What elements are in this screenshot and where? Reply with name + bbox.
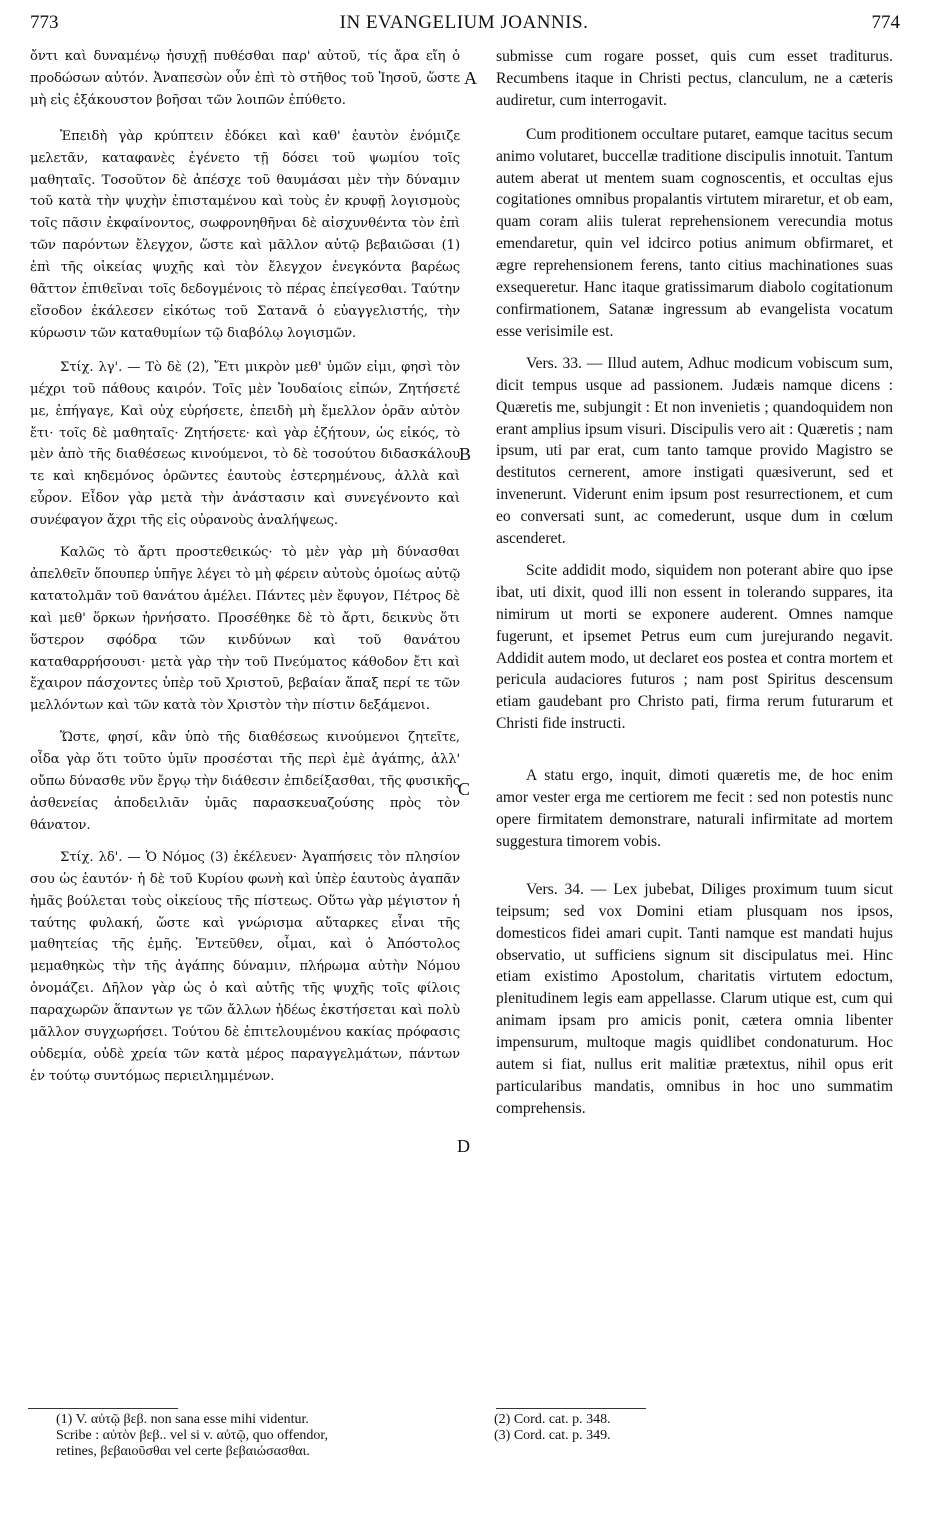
greek-column (30, 46, 460, 1088)
page-number-right: 774 (871, 12, 900, 33)
footnote-rule-left (28, 1408, 178, 1409)
latin-paragraph: Vers. 34. — Lex jubebat, Diliges proximum tuum sicut teipsum; sed vox Domini etiam plusquam nos ipsos, domesticos fidei amari cupit. Tanti namque est mandati hujus observatio, ut sufficiens signum sit discipulatus mei. Hinc etiam existimo Apostolum, charitatis virtutem edoctum, plenitudinem legis eam appellasse. Clarum utique est, cum qui animam ipsam pro amicis ponit, cætera omnia libenter impensurum, multoque magis quidlibet condonaturum. Hoc autem si fiat, nullus erit malitiæ prætextus, nihil opus erit particularibus mandatis, omnibus in hoc uno summatim comprehensis. (496, 880, 893, 1117)
margin-letter-d: D (457, 1136, 470, 1156)
latin-paragraph: Vers. 33. — Illud autem, Adhuc modicum vobiscum sum, dicit tempus usque ad passionem. Judæis namque dicens : Quæretis me, subjungit : Et non invenietis ; quandoquidem non erant amplius ipsum visuri. Discipulis vero ait : Quæretis ; nam ipsum, uti par erat, cum tanto tamque provido Magistro se destitutos cernerent, amore instigati quæsiverunt, sed et invenerunt. Viderunt enim ipsum post resurrectionem, et cum eo conversati sunt, ac comederunt, usque dum in cœlum ascenderet. (496, 354, 893, 548)
footnote-rule-right (496, 1408, 646, 1409)
greek-paragraph: Ἐπειδὴ γὰρ κρύπτειν ἐδόκει καὶ καθ' ἑαυτὸν ἐνόμιζε μελετᾶν, καταφανὲς ἐγένετο τῇ δόσει τοῦ ψωμίου τοῖς μαθηταῖς. Τοσοῦτον δὲ ἀπέσχε τοῦ θαυμάσαι μὲν τὴν δύναμιν τοῦ κατὰ τὴν ψυχὴν ἐπισταμένου καὶ τοὺς ἐν κρυφῇ λογισμοὺς τοῖς πᾶσιν ἐκφαίνοντος, σωφρονηθῆναι δὲ αἰσχυνθέντα τὸν ἐπὶ τῶν παρόντων ἔλεγχον, ὥστε καὶ μᾶλλον αὐτῷ βεβαιῶσαι (1) ἐπὶ τῆς οἰκείας ψυχῆς καὶ τὸν ἔλεγχον ἐνεγκόντα βαρέως θᾶττον ἐπιθεῖναι τοῖς δεδογμένοις τὸ πέρας ἐπείγεσθαι. Ταύτην εἴσοδον ἐκάλεσεν εἰκότως τοῦ Σατανᾶ ὁ εὐαγγελιστής, τὴν κύρωσιν τῶν καταθυμίων τῷ διαβόλῳ λογισμῶν. (30, 128, 460, 341)
latin-paragraph: Scite addidit modo, siquidem non poterant abire quo ipse ibat, uti dixit, quod illi non essent in tolerando suppares, ita nimirum ut morti se exponere auderent. Omnes namque fugerunt, et ipsemet Petrus eum cum jurejurando negavit. Addidit autem modo, ut declaret eos postea et contra mortem et pericula audaciores futuros ; nam post Spiritus descensum etiam gaudebant pro Christo pati, firma rerum futurarum et Christi fide instructi. (496, 561, 893, 733)
greek-paragraph: ὄντι καὶ δυναμένῳ ἡσυχῇ πυθέσθαι παρ' αὐτοῦ, τίς ἄρα εἴη ὁ προδώσων αὐτόν. Ἀναπεσὼν οὖν ἐπὶ τὸ στῆθος τοῦ Ἰησοῦ, ὥστε μὴ εἰς ἐξάκουστον βοῆσαι τῶν λοιπῶν ἐπύθετο. (30, 49, 460, 108)
greek-paragraph: Ὥστε, φησί, κἂν ὑπὸ τῆς διαθέσεως κινούμενοι ζητεῖτε, οἶδα γὰρ ὅτι τοῦτο ὑμῖν προσέσται τῆς περὶ ἐμὲ ἀγάπης, ἀλλ' οὔπω δύνασθε νῦν ἔργῳ τὴν διάθεσιν ἐπιδείξασθαι, τῆς φυσικῆς ἀσθενείας ἀποδειλιᾶν ὑμᾶς παρασκευαζούσης πρὸς τὸν θάνατον. (30, 730, 460, 833)
margin-letter-a: A (464, 68, 477, 88)
greek-paragraph: Στίχ. λγ'. — Τὸ δὲ (2), Ἔτι μικρὸν μεθ' ὑμῶν εἰμι, φησὶ τὸν μέχρι τοῦ πάθους καιρόν. Τοῖς μὲν Ἰουδαίοις εἰπών, Ζητήσετέ με, ἐπήγαγε, Καὶ οὐχ εὑρήσετε, ἐπειδὴ μὴ ἔμελλον ὁρᾶν αὐτὸν ἔτι· τοῖς δὲ μαθηταῖς· Ζητήσετε· καὶ γὰρ ἐζήτουν, ὡς εἰκός, τὸ μὲν ἀπὸ τῆς διαθέσεως κινούμενοι, τὸ δὲ τοσούτου διδασκάλου τε καὶ κηδεμόνος ὁρῶντες ἑαυτοὺς ἐστερημένους, ἀλλὰ καὶ εὗρον. Εἶδον γὰρ μετὰ τὴν ἀνάστασιν καὶ συνεγένοντο καὶ συνέφαγον ἄχρι τῆς εἰς οὐρανοὺς ἀναλήψεως. (30, 359, 460, 529)
footnote-line: (1) V. αὐτῷ βεβ. non sana esse mihi videntur. (56, 1412, 309, 1427)
latin-paragraph: submisse cum rogare posset, quis cum esset traditurus. Recumbens itaque in Christi pectus, clanculum, ne a cæteris audiretur, cum interrogavit. (496, 48, 893, 109)
footnotes-right (494, 1412, 874, 1444)
footnote-line: retines, βεβαιοῦσθαι vel certe βεβαιώσασθαι. (56, 1444, 310, 1459)
margin-letter-c: C (458, 779, 471, 799)
running-title: IN EVANGELIUM JOANNIS. (339, 12, 589, 33)
greek-paragraph: Στίχ. λδ'. — Ὁ Νόμος (3) ἐκέλευεν· Ἀγαπήσεις τὸν πλησίον σου ὡς ἑαυτόν· ἡ δὲ τοῦ Κυρίου φωνὴ καὶ ὑπὲρ ἑαυτοὺς ἀγαπᾶν ἡμᾶς βούλεται τοὺς οἰκείους τῆς πίστεως. Οὕτω γὰρ μέγιστον ἡ ταύτης φυλακή, ὥστε καὶ γνώρισμα αὔταρκες εἶναι τῆς μαθητείας τῆς ἐμῆς. Ἐντεῦθεν, οἶμαι, καὶ ὁ Ἀπόστολος μεμαθηκὼς τὴν τῆς ἀγάπης δύναμιν, πλήρωμα αὐτὴν Νόμου ὀνομάζει. Δῆλον γὰρ ὡς ὁ καὶ αὐτῆς τῆς ψυχῆς τοῖς φίλοις παραχωρῶν ἅπαντων γε τῶν ἄλλων ἡδέως ἐκστήσεται καὶ πολὺ μᾶλλον συγχωρήσει. Τούτου δὲ ἐπιτελουμένου κακίας πρόφασις οὐδεμία, οὐδὲ χρεία τῶν κατὰ μέρος παραγγελμάτων, πάντων ἐν τούτῳ συντόμως περιειλημμένων. (30, 849, 460, 1084)
footnote-line: (2) Cord. cat. p. 348. (494, 1412, 611, 1427)
greek-paragraph: Καλῶς τὸ ἄρτι προστεθεικώς· τὸ μὲν γὰρ μὴ δύνασθαι ἀπελθεῖν ὅπουπερ ὑπῆγε λέγει τὸ μὴ φέρειν αὐτοὺς ὁμοίως αὐτῷ κατατολμᾶν τοῦ θανάτου ἀμέλει. Πάντες μὲν ἔφυγον, Πέτρος δὲ καὶ μεθ' ὅρκων ἠρνήσατο. Προσέθηκε δὲ τὸ ἄρτι, δεικνὺς ὅτι ὕστερον σφόδρα τῶν κινδύνων καὶ τοῦ θανάτου καταθαρρήσουσι· μετὰ γὰρ τὴν τοῦ Πνεύματος κάθοδον ἔτι καὶ ἔχαιρον πάσχοντες ὑπὲρ τοῦ Χριστοῦ, βεβαίαν ἅπαξ περί τε τῶν μελλόντων καὶ τῶν κατὰ τὸν Χριστὸν τὴν πίστιν δεξάμενοι. (30, 545, 460, 714)
footnote-line: Scribe : αὐτὸν βεβ.. vel si v. αὐτῷ, quo offendor, (56, 1428, 329, 1443)
footnotes-left (56, 1412, 476, 1460)
latin-paragraph: Cum proditionem occultare putaret, eamque tacitus secum animo volutaret, buccellæ traditione discipulis innotuit. Tantum autem aberat ut mentem suam cognoscentis, et occultas ejus cogitationes omnibus propalantis virtutem miraretur, et ob eam, quam coram aliis tulerat reprehensionem verecundia motus emendaretur, quin vel idcirco potius animum obfirmaret, et ægre reprehensionem ferens, tanto citius machinationes suas exsequeretur. Hanc itaque gratissimarum diabolo cogitationum confirmationem, Satanæ ingressum ab evangelista vocatum esse verisimile est. (496, 125, 893, 340)
margin-letter-b: B (459, 444, 472, 464)
latin-paragraph: A statu ergo, inquit, dimoti quæretis me, de hoc enim amor vester erga me certiorem me fecit : sed non potestis nunc opere firmitatem demonstrare, naturali infirmitate ad mortem suggestura timorem vobis. (496, 767, 893, 850)
latin-column (496, 46, 893, 1120)
footnote-line: (3) Cord. cat. p. 349. (494, 1428, 611, 1443)
page-header (28, 10, 900, 46)
page-number-left: 773 (30, 12, 59, 33)
